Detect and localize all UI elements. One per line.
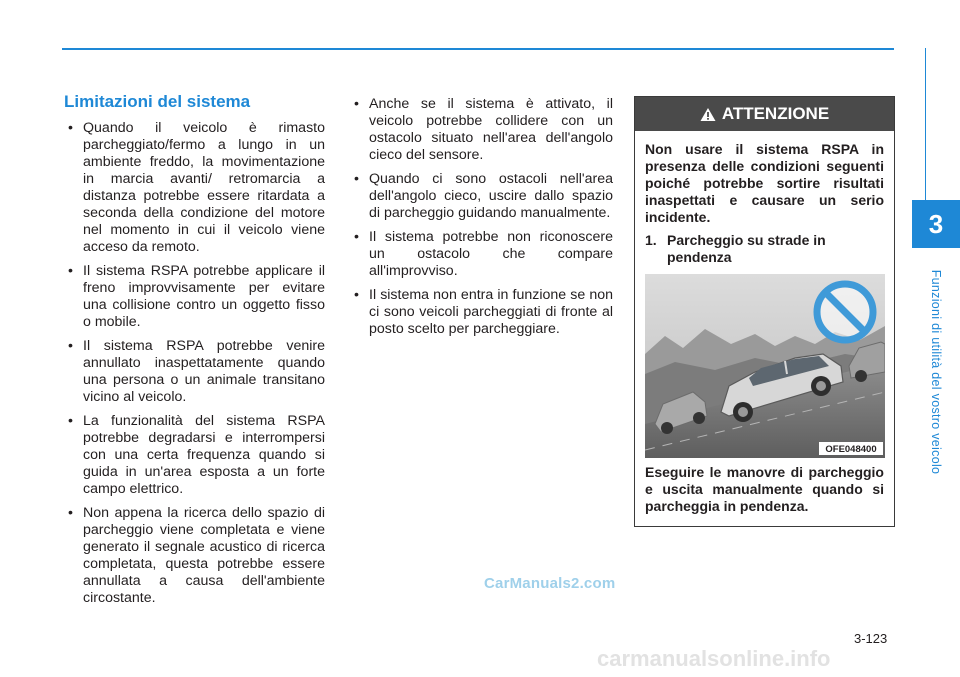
page-number: 3-123 <box>854 631 888 646</box>
list-item: • Il sistema RSPA potrebbe applicare il freno improvvisamente per evitare una collisione contro un oggetto fisso o mobile. <box>64 263 325 331</box>
chapter-title: Funzioni di utilità del vostro veicolo <box>929 269 943 475</box>
slope-parking-illustration <box>645 274 885 458</box>
warning-body <box>635 131 894 515</box>
list-item: • Quando il veicolo è rimasto parcheggiato/fermo a lungo in un ambiente freddo, la movimentazione in marcia avanti/ retromarcia a distanza potrebbe essere ritardata a seconda della condizione del motore nel momento in cui il veicolo viene acceso da remoto. <box>64 120 325 256</box>
warning-list-item <box>645 232 884 266</box>
warning-box <box>634 96 895 527</box>
list-item: • Non appena la ricerca dello spazio di parcheggio viene completata e viene generato il segnale acustico di ricerca completata, questa potrebbe essere annullata a causa dell'ambiente circostante. <box>64 505 325 607</box>
middle-bullet-list <box>350 96 613 338</box>
section-title: Limitazioni del sistema <box>64 92 251 111</box>
warning-item-number: 1. <box>645 232 657 248</box>
warning-intro: Non usare il sistema RSPA in presenza delle condizioni seguenti poiché potrebbe sortire risultati inaspettati e causare un serio incidente. <box>645 141 884 225</box>
side-rule <box>925 48 926 200</box>
list-item: • Il sistema potrebbe non riconoscere un ostacolo che compare all'improvviso. <box>350 229 613 280</box>
warning-triangle-icon <box>700 107 716 122</box>
list-item: • Anche se il sistema è attivato, il veicolo potrebbe collidere con un ostacolo situato nell'area dell'angolo cieco del sensore. <box>350 96 613 164</box>
top-rule <box>62 48 894 50</box>
left-column <box>64 93 325 614</box>
warning-footer: Eseguire le manovre di parcheggio e uscita manualmente quando si parcheggia in pendenza. <box>645 464 884 514</box>
chapter-tab: 3 <box>912 200 960 248</box>
list-item: • Il sistema non entra in funzione se non ci sono veicoli parcheggiati di fronte al posto scelto per parcheggiare. <box>350 287 613 338</box>
warning-list <box>645 232 884 266</box>
middle-column <box>350 96 613 345</box>
warning-title: ATTENZIONE <box>721 104 830 123</box>
prohibition-icon <box>817 284 873 340</box>
image-code-label: OFE048400 <box>825 444 877 455</box>
warning-item-text: Parcheggio su strade in pendenza <box>667 232 826 265</box>
left-bullet-list <box>64 120 325 607</box>
bottom-watermark: carmanualsonline.info <box>597 646 831 671</box>
list-item: • La funzionalità del sistema RSPA potrebbe degradarsi e interrompersi con una certa frequenza quando si guida in un'area esposta a un forte campo elettrico. <box>64 413 325 498</box>
watermark-text: CarManuals2.com <box>484 575 616 592</box>
warning-header <box>635 97 894 131</box>
list-item: • Quando ci sono ostacoli nell'area dell'angolo cieco, uscire dallo spazio di parcheggio guidando manualmente. <box>350 171 613 222</box>
list-item: • Il sistema RSPA potrebbe venire annullato inaspettatamente quando una persona o un animale transitano vicino al veicolo. <box>64 338 325 406</box>
